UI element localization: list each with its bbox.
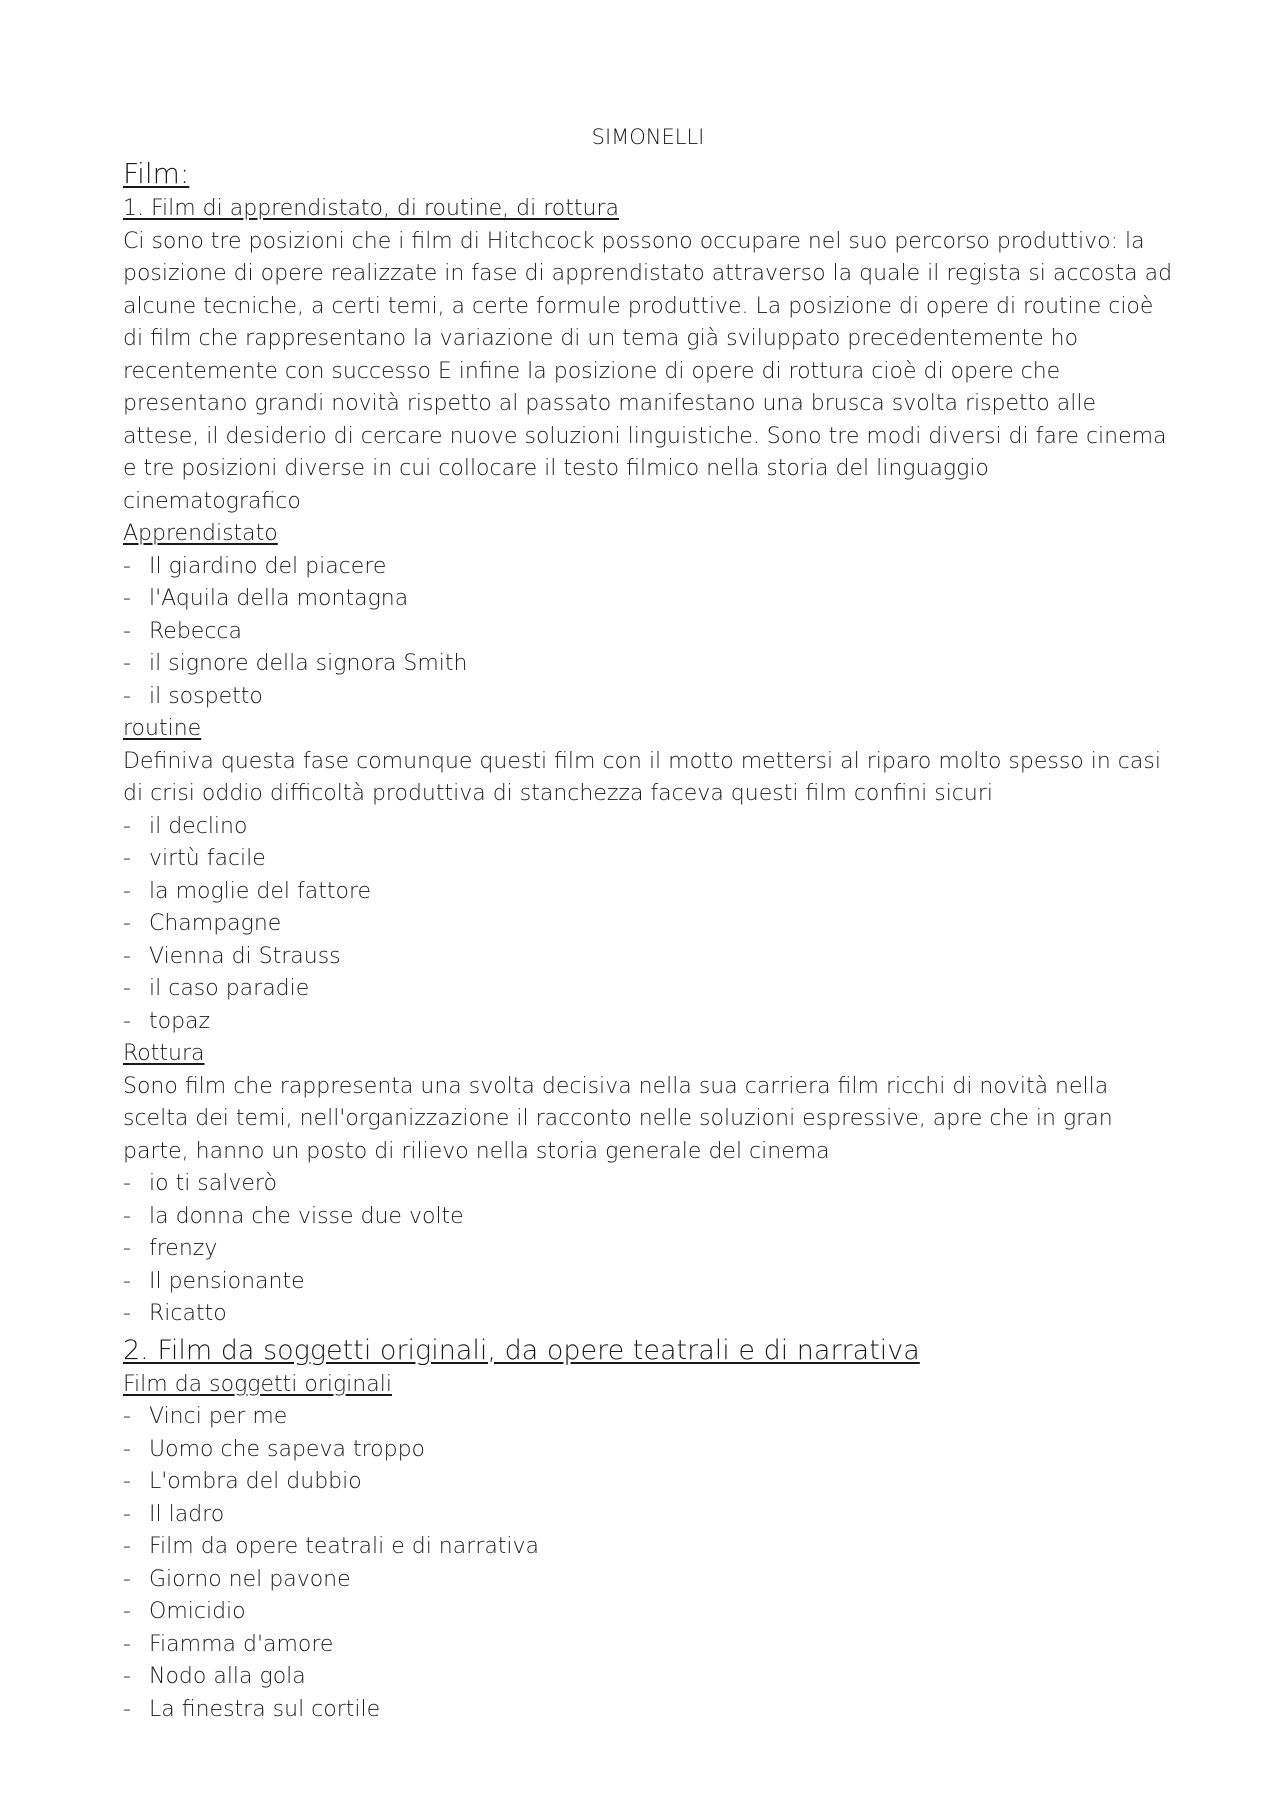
dash-bullet: - xyxy=(123,813,131,839)
rottura-list xyxy=(123,1168,1173,1331)
dash-bullet: - xyxy=(123,651,131,676)
originali-label: Film da soggetti originali xyxy=(123,1371,392,1397)
list-item xyxy=(123,1596,1173,1629)
rottura-label: Rottura xyxy=(123,1041,205,1066)
dash-bullet: - xyxy=(123,618,131,644)
dash-bullet: - xyxy=(123,976,131,1001)
list-item-text: il caso paradie xyxy=(149,976,310,1001)
list-item xyxy=(123,1499,1173,1532)
list-item-text: Nodo alla gola xyxy=(149,1664,306,1689)
list-item-text: Fiamma d'amore xyxy=(149,1631,334,1657)
list-item-text: Uomo che sapeva troppo xyxy=(149,1436,425,1462)
list-item xyxy=(123,1694,1173,1727)
routine-label: routine xyxy=(123,716,202,741)
dash-bullet: - xyxy=(123,1664,131,1689)
dash-bullet: - xyxy=(123,683,131,709)
list-item-text: Il ladro xyxy=(149,1501,225,1527)
dash-bullet: - xyxy=(123,1008,131,1034)
dash-bullet: - xyxy=(123,1501,131,1527)
apprendistato-label: Apprendistato xyxy=(123,521,278,546)
section1-intro: Ci sono tre posizioni che i film di Hitchcock possono occupare nel suo percorso produttivo: la posizione di opere realizzate in fase di apprendistato attraverso la quale il regista si accosta ad alcune tecniche, a certi temi, a certe formule produttive. La posizione di opere di routine cioè di film che rappresentano la variazione di un tema già sviluppato precedentemente ho recentemente con successo E infine la posizione di opere di rottura cioè di opere che presentano grandi novità rispetto al passato manifestano una brusca svolta rispetto alle attese, il desiderio di cercare nuove soluzioni linguistiche. Sono tre modi diversi di fare cinema e tre posizioni diverse in cui collocare il testo filmico nella storia del linguaggio cinematografico xyxy=(123,228,1173,514)
list-item xyxy=(123,1298,1173,1331)
list-item xyxy=(123,583,1173,616)
list-item xyxy=(123,551,1173,584)
dash-bullet: - xyxy=(123,1599,131,1624)
list-item xyxy=(123,811,1173,844)
list-item-text: L'ombra del dubbio xyxy=(149,1469,362,1494)
list-item xyxy=(123,1531,1173,1564)
list-item xyxy=(123,843,1173,876)
list-item xyxy=(123,1564,1173,1597)
dash-bullet: - xyxy=(123,1268,131,1294)
dash-bullet: - xyxy=(123,1469,131,1494)
dash-bullet: - xyxy=(123,553,131,579)
list-item xyxy=(123,648,1173,681)
list-item-text: topaz xyxy=(149,1008,211,1034)
dash-bullet: - xyxy=(123,1203,131,1229)
list-item-text: Omicidio xyxy=(149,1599,246,1624)
list-item xyxy=(123,941,1173,974)
list-item-text: Giorno nel pavone xyxy=(149,1566,351,1592)
routine-description: Definiva questa fase comunque questi film con il motto mettersi al riparo molto spesso in casi di crisi oddio difficoltà produttiva di stanchezza faceva questi film confini sicuri xyxy=(123,748,1161,806)
film-heading: Film: xyxy=(123,157,190,190)
dash-bullet: - xyxy=(123,1404,131,1429)
list-item-text: Ricatto xyxy=(149,1301,227,1326)
dash-bullet: - xyxy=(123,846,131,871)
dash-bullet: - xyxy=(123,1631,131,1657)
dash-bullet: - xyxy=(123,1236,131,1261)
list-item xyxy=(123,1233,1173,1266)
apprendistato-list xyxy=(123,551,1173,714)
document-page xyxy=(123,120,1173,1726)
rottura-description: Sono film che rappresenta una svolta decisiva nella sua carriera film ricchi di novità nella scelta dei temi, nell'organizzazione il racconto nelle soluzioni espressive, apre che in gran parte, hanno un posto di rilievo nella storia generale del cinema xyxy=(123,1073,1113,1164)
list-item xyxy=(123,876,1173,909)
dash-bullet: - xyxy=(123,1696,131,1722)
list-item xyxy=(123,616,1173,649)
list-item-text: virtù facile xyxy=(149,846,266,871)
list-item xyxy=(123,1661,1173,1694)
list-item-text: la donna che visse due volte xyxy=(149,1203,464,1229)
list-item xyxy=(123,1201,1173,1234)
dash-bullet: - xyxy=(123,943,131,969)
list-item xyxy=(123,1006,1173,1039)
list-item-text: Film da opere teatrali e di narrativa xyxy=(149,1534,540,1559)
list-item xyxy=(123,681,1173,714)
dash-bullet: - xyxy=(123,1301,131,1326)
dash-bullet: - xyxy=(123,586,131,611)
list-item-text: Il giardino del piacere xyxy=(149,553,387,579)
list-item-text: Vienna di Strauss xyxy=(149,943,341,969)
list-item xyxy=(123,908,1173,941)
document-title: SIMONELLI xyxy=(591,125,705,149)
list-item-text: l'Aquila della montagna xyxy=(149,586,409,611)
list-item xyxy=(123,1466,1173,1499)
dash-bullet: - xyxy=(123,911,131,936)
routine-list xyxy=(123,811,1173,1039)
dash-bullet: - xyxy=(123,1436,131,1462)
list-item-text: la moglie del fattore xyxy=(149,878,372,904)
section1-heading: 1. Film di apprendistato, di routine, di rottura xyxy=(123,196,619,221)
list-item-text: il declino xyxy=(149,813,248,839)
dash-bullet: - xyxy=(123,1534,131,1559)
list-item xyxy=(123,1266,1173,1299)
list-item xyxy=(123,1168,1173,1201)
list-item-text: Rebecca xyxy=(149,618,243,644)
list-item xyxy=(123,1434,1173,1467)
list-item xyxy=(123,1629,1173,1662)
list-item-text: La finestra sul cortile xyxy=(149,1696,381,1722)
list-item xyxy=(123,973,1173,1006)
dash-bullet: - xyxy=(123,1566,131,1592)
list-item-text: il signore della signora Smith xyxy=(149,651,468,676)
list-item-text: io ti salverò xyxy=(149,1171,277,1196)
list-item-text: Il pensionante xyxy=(149,1268,305,1294)
dash-bullet: - xyxy=(123,878,131,904)
list-item xyxy=(123,1401,1173,1434)
list-item-text: il sospetto xyxy=(149,683,263,709)
section2-heading: 2. Film da soggetti originali, da opere teatrali e di narrativa xyxy=(123,1334,920,1366)
list-item-text: Champagne xyxy=(149,911,282,936)
list-item-text: Vinci per me xyxy=(149,1404,288,1429)
originali-list xyxy=(123,1401,1173,1726)
list-item-text: frenzy xyxy=(149,1236,218,1261)
dash-bullet: - xyxy=(123,1171,131,1196)
